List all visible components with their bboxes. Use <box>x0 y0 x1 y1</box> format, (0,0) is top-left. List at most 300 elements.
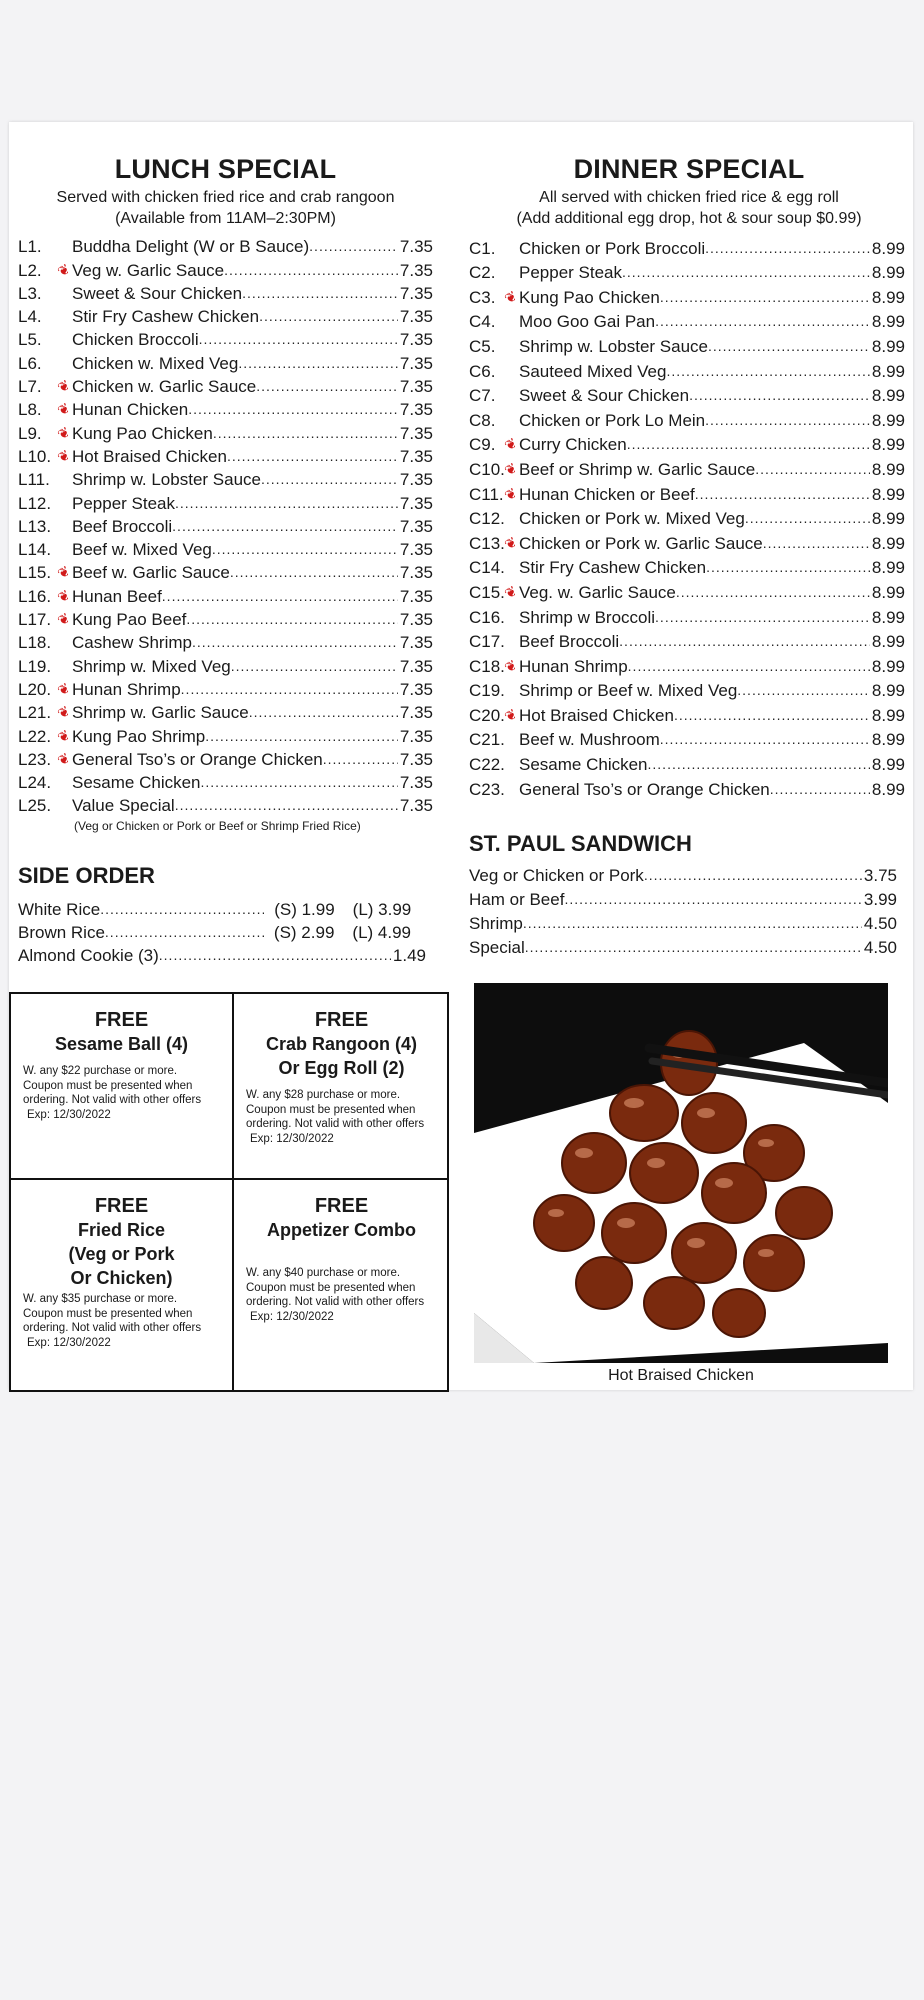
item-name: Chicken or Pork w. Garlic Sauce <box>519 533 763 553</box>
menu-item <box>18 794 433 817</box>
lunch-hours: (Available from 11AM–2:30PM) <box>115 210 336 227</box>
item-price: 8.99 <box>871 238 905 258</box>
item-name: Beef or Shrimp w. Garlic Sauce <box>519 459 756 479</box>
item-price: 7.35 <box>399 516 433 536</box>
menu-item <box>18 375 433 398</box>
coupon-grid <box>9 992 449 1392</box>
item-name: Kung Pao Chicken <box>519 287 660 307</box>
item-price: 7.35 <box>399 237 433 257</box>
dot-leader <box>172 515 398 538</box>
pepper-icon: ❦ <box>501 459 520 479</box>
menu-item <box>469 555 905 580</box>
item-code: L9. <box>18 423 42 443</box>
item-price: 8.99 <box>871 558 905 578</box>
item-code: C6. <box>469 361 496 381</box>
item-code: L25. <box>18 796 52 816</box>
item-code: C17. <box>469 632 505 652</box>
menu-item <box>469 235 905 260</box>
dot-leader <box>737 679 870 702</box>
item-code: C19. <box>469 681 505 701</box>
item-code: L24. <box>18 773 52 793</box>
item-price: 8.99 <box>871 410 905 430</box>
item-name: Buddha Delight (W or B Sauce) <box>72 237 310 257</box>
item-name: Beef w. Mushroom <box>519 730 660 750</box>
item-price: 8.99 <box>871 312 905 332</box>
menu-item <box>18 654 433 677</box>
item-code: C12. <box>469 509 505 529</box>
dot-leader <box>227 445 398 468</box>
menu-item <box>469 407 905 432</box>
menu-item <box>469 456 905 481</box>
dot-leader <box>231 655 398 678</box>
menu-item <box>18 351 433 374</box>
lunch-menu-list <box>18 235 433 817</box>
item-price: 8.99 <box>871 484 905 504</box>
item-name: Stir Fry Cashew Chicken <box>519 558 707 578</box>
item-code: L22. <box>18 726 52 746</box>
item-code: C16. <box>469 607 505 627</box>
dinner-soup-note: (Add additional egg drop, hot & sour soup $0.99) <box>516 210 862 227</box>
coupon-fried-rice[interactable]: FREE Fried Rice (Veg or Pork Or Chicken) W. any $35 purchase or more. Coupon must be presented when ordering. Not valid with other offers Exp: 12/30/2022 <box>11 1180 232 1390</box>
menu-item <box>18 631 433 654</box>
item-code: L21. <box>18 703 52 723</box>
item-price: 4.50 <box>863 937 897 957</box>
menu-item <box>469 506 905 531</box>
item-code: L23. <box>18 749 52 769</box>
item-name: Shrimp or Beef w. Mixed Veg <box>519 681 738 701</box>
dot-leader <box>188 398 398 421</box>
item-price: 8.99 <box>871 755 905 775</box>
item-name: Veg or Chicken or Pork <box>469 865 644 885</box>
dot-leader <box>763 532 870 555</box>
pepper-icon: ❦ <box>54 446 73 466</box>
item-name: Hunan Beef <box>72 586 162 606</box>
item-name: Hunan Chicken or Beef <box>519 484 695 504</box>
item-price: 8.99 <box>871 607 905 627</box>
menu-item <box>469 702 905 727</box>
item-code: L20. <box>18 679 52 699</box>
item-code: L15. <box>18 563 52 583</box>
dot-leader <box>660 286 870 309</box>
menu-item <box>18 561 433 584</box>
dot-leader <box>249 701 398 724</box>
item-code: C5. <box>469 336 496 356</box>
pepper-icon: ❦ <box>501 705 520 725</box>
dot-leader <box>181 678 398 701</box>
item-name: Beef Broccoli <box>72 516 173 536</box>
item-price: 7.35 <box>399 470 433 490</box>
dot-leader <box>242 282 398 305</box>
item-name: Shrimp w. Garlic Sauce <box>72 703 249 723</box>
menu-item <box>469 432 905 457</box>
item-name: Chicken or Pork w. Mixed Veg <box>519 509 745 529</box>
dot-leader <box>627 433 870 456</box>
item-code: L10. <box>18 446 52 466</box>
dot-leader <box>212 538 398 561</box>
item-code: C7. <box>469 386 496 406</box>
pepper-icon: ❦ <box>54 702 73 723</box>
item-name: Value Special <box>72 796 175 816</box>
right-column <box>469 122 909 959</box>
item-price: 7.35 <box>399 540 433 560</box>
coupon-expiry: Exp: 12/30/2022 <box>27 1336 111 1349</box>
item-price: 7.35 <box>399 773 433 793</box>
item-price: 4.50 <box>863 913 897 933</box>
item-price: 7.35 <box>399 749 433 769</box>
item-code: C21. <box>469 730 505 750</box>
coupon-sesame-ball[interactable]: FREE Sesame Ball (4) W. any $22 purchase or more. Coupon must be presented when ordering. Not valid with other offers Exp: 12/30/2022 <box>11 994 232 1178</box>
item-price: 8.99 <box>871 287 905 307</box>
dot-leader <box>259 305 398 328</box>
dot-leader <box>523 912 862 935</box>
pepper-icon: ❦ <box>54 749 73 769</box>
item-name: Hot Braised Chicken <box>72 446 227 466</box>
dot-leader <box>323 748 398 771</box>
item-price: 7.35 <box>399 563 433 583</box>
item-code: L13. <box>18 516 52 536</box>
menu-item <box>18 491 433 514</box>
menu-item <box>469 604 905 629</box>
coupon-expiry: Exp: 12/30/2022 <box>250 1310 334 1323</box>
menu-item <box>469 678 905 703</box>
item-price: 8.99 <box>871 361 905 381</box>
pepper-icon: ❦ <box>54 609 73 629</box>
menu-item <box>469 935 897 959</box>
item-code: C15. <box>469 582 505 602</box>
item-price: 8.99 <box>871 459 905 479</box>
item-code: L14. <box>18 540 52 560</box>
item-name: Kung Pao Shrimp <box>72 726 206 746</box>
menu-item <box>18 421 433 444</box>
menu-item <box>469 863 897 887</box>
menu-item <box>469 333 905 358</box>
sandwich-title: ST. PAUL SANDWICH <box>469 830 692 856</box>
item-code: C13. <box>469 533 505 553</box>
dot-leader <box>256 375 398 398</box>
lunch-title: LUNCH SPECIAL <box>114 154 337 184</box>
item-name: Sesame Chicken <box>519 755 648 775</box>
item-code: L6. <box>18 353 42 373</box>
item-name: Pepper Steak <box>519 263 623 283</box>
dot-leader <box>224 259 398 282</box>
coupon-terms: W. any $35 purchase or more. Coupon must be presented when ordering. Not valid with other offers <box>23 1293 202 1334</box>
dot-leader <box>213 422 398 445</box>
item-name: Chicken w. Mixed Veg <box>72 353 239 373</box>
dot-leader <box>695 483 870 506</box>
menu-item <box>18 515 433 538</box>
menu-item <box>18 282 433 305</box>
item-price: 8.99 <box>871 656 905 676</box>
item-name: Shrimp <box>469 913 523 933</box>
item-code: L12. <box>18 493 52 513</box>
dot-leader <box>628 655 870 678</box>
lunch-subtitle: Served with chicken fried rice and crab rangoon <box>56 189 395 206</box>
menu-item <box>18 748 433 771</box>
item-name: Chicken Broccoli <box>72 330 199 350</box>
item-code: C2. <box>469 263 496 283</box>
item-name: Chicken or Pork Lo Mein <box>519 410 706 430</box>
item-name: Special <box>469 937 525 957</box>
item-name: Kung Pao Beef <box>72 610 187 630</box>
dinner-menu-list <box>469 235 905 801</box>
item-name: Shrimp w. Lobster Sauce <box>72 470 261 490</box>
item-name: Ham or Beef <box>469 889 565 909</box>
menu-item <box>18 724 433 747</box>
coupon-terms: W. any $22 purchase or more. Coupon must be presented when ordering. Not valid with other offers <box>23 1065 202 1106</box>
item-code: C14. <box>469 558 505 578</box>
menu-item <box>469 653 905 678</box>
coupon-terms: W. any $28 purchase or more. Coupon must be presented when ordering. Not valid with other offers <box>246 1089 425 1130</box>
item-price: 7.35 <box>399 656 433 676</box>
menu-item <box>469 284 905 309</box>
item-name: Hunan Chicken <box>72 400 189 420</box>
pepper-icon: ❦ <box>501 483 520 504</box>
coupon-appetizer-combo[interactable]: FREE Appetizer Combo W. any $40 purchase or more. Coupon must be presented when ordering. Not valid with other offers Exp: 12/30/2022 <box>234 1180 449 1390</box>
item-price: 3.75 <box>863 865 897 885</box>
item-price: 7.35 <box>399 330 433 350</box>
pepper-icon: ❦ <box>501 532 520 553</box>
dot-leader <box>238 352 398 375</box>
coupon-crab-rangoon[interactable]: FREE Crab Rangoon (4) Or Egg Roll (2) W. any $28 purchase or more. Coupon must be presented when ordering. Not valid with other offers Exp: 12/30/2022 <box>234 994 449 1178</box>
item-code: C10. <box>469 459 505 479</box>
dot-leader <box>666 360 869 383</box>
item-code: C9. <box>469 435 496 455</box>
item-price: 8.99 <box>871 582 905 602</box>
item-price: 7.35 <box>399 679 433 699</box>
dot-leader <box>175 794 398 817</box>
item-code: L8. <box>18 400 42 420</box>
item-name: Chicken or Pork Broccoli <box>519 238 706 258</box>
dot-leader <box>230 561 398 584</box>
menu-item <box>469 260 905 285</box>
dot-leader <box>705 237 870 260</box>
dot-leader <box>770 778 870 801</box>
item-code: C20. <box>469 705 505 725</box>
item-price: 7.35 <box>399 703 433 723</box>
item-name: Beef w. Mixed Veg <box>72 540 212 560</box>
dot-leader <box>201 771 398 794</box>
dot-leader <box>655 606 870 629</box>
pepper-icon: ❦ <box>54 259 73 280</box>
dot-leader <box>706 556 870 579</box>
item-code: L17. <box>18 610 52 630</box>
item-name: Hunan Shrimp <box>519 656 628 676</box>
item-price: 8.99 <box>871 632 905 652</box>
menu-item <box>18 701 433 724</box>
dot-leader <box>564 888 861 911</box>
dot-leader <box>708 335 870 358</box>
item-code: L5. <box>18 330 42 350</box>
menu-item <box>18 608 433 631</box>
coupon-expiry: Exp: 12/30/2022 <box>250 1132 334 1145</box>
menu-item <box>469 358 905 383</box>
item-price: 8.99 <box>871 533 905 553</box>
side-order-title: SIDE ORDER <box>18 863 155 889</box>
item-code: C1. <box>469 238 496 258</box>
item-price: 7.35 <box>399 377 433 397</box>
pepper-icon: ❦ <box>54 376 73 397</box>
item-code: C8. <box>469 410 496 430</box>
item-price: 7.35 <box>399 796 433 816</box>
item-name: Veg. w. Garlic Sauce <box>519 582 676 602</box>
menu-item <box>18 305 433 328</box>
item-name: Shrimp w. Mixed Veg <box>72 656 231 676</box>
item-price: 7.35 <box>399 493 433 513</box>
item-code: C23. <box>469 779 505 799</box>
item-price: 8.99 <box>871 386 905 406</box>
item-name: Sweet & Sour Chicken <box>519 386 690 406</box>
item-price: 7.35 <box>399 633 433 653</box>
item-price: 7.35 <box>399 423 433 443</box>
menu-item <box>469 383 905 408</box>
item-price: 8.99 <box>871 509 905 529</box>
item-price: 3.99 <box>863 889 897 909</box>
item-code: C18. <box>469 656 505 676</box>
dot-leader <box>755 458 870 481</box>
item-price: 7.35 <box>399 260 433 280</box>
menu-item <box>469 911 897 935</box>
dot-leader <box>644 864 862 887</box>
menu-item <box>469 776 905 801</box>
dot-leader <box>309 235 398 258</box>
item-code: L4. <box>18 307 42 327</box>
dot-leader <box>676 581 870 604</box>
dot-leader <box>192 631 398 654</box>
menu-item <box>469 751 905 776</box>
sandwich-list <box>469 863 897 959</box>
item-price: 7.35 <box>399 283 433 303</box>
side-item: Almond Cookie (3) ..... 1.49 <box>18 944 426 967</box>
pepper-icon: ❦ <box>54 679 73 699</box>
item-name: Stir Fry Cashew Chicken <box>72 307 260 327</box>
pepper-icon: ❦ <box>54 399 73 420</box>
side-order-list <box>18 897 426 967</box>
menu-item <box>469 579 905 604</box>
dot-leader <box>525 936 862 959</box>
item-name: Sweet & Sour Chicken <box>72 283 243 303</box>
item-code: L1. <box>18 237 42 257</box>
item-price: 8.99 <box>871 705 905 725</box>
dot-leader <box>655 310 870 333</box>
item-price: 7.35 <box>399 586 433 606</box>
dot-leader <box>622 261 870 284</box>
value-special-note: (Veg or Chicken or Pork or Beef or Shrimp Fried Rice) <box>74 819 361 834</box>
dot-leader <box>745 507 870 530</box>
item-code: L11. <box>18 470 50 490</box>
item-code: L18. <box>18 633 52 653</box>
item-price: 8.99 <box>871 681 905 701</box>
side-item: White Rice ..... (S) 1.99 (L) 3.99 <box>18 897 426 920</box>
item-code: C4. <box>469 312 496 332</box>
menu-item <box>18 538 433 561</box>
item-code: L7. <box>18 377 42 397</box>
item-name: Beef Broccoli <box>519 632 620 652</box>
item-name: Sesame Chicken <box>72 773 201 793</box>
item-name: Beef w. Garlic Sauce <box>72 563 230 583</box>
menu-item <box>18 398 433 421</box>
pepper-icon: ❦ <box>501 582 520 602</box>
menu-item <box>18 771 433 794</box>
item-price: 8.99 <box>871 336 905 356</box>
left-column <box>18 122 433 967</box>
item-name: General Tso’s or Orange Chicken <box>519 779 770 799</box>
dot-leader <box>674 704 870 727</box>
item-name: Shrimp w. Lobster Sauce <box>519 336 708 356</box>
item-code: C11. <box>469 484 504 504</box>
coupon-expiry: Exp: 12/30/2022 <box>27 1108 111 1121</box>
item-name: General Tso’s or Orange Chicken <box>72 749 323 769</box>
item-price: 7.35 <box>399 610 433 630</box>
item-name: Sauteed Mixed Veg <box>519 361 667 381</box>
dot-leader <box>162 585 398 608</box>
menu-item <box>18 328 433 351</box>
item-name: Veg w. Garlic Sauce <box>72 260 225 280</box>
menu-page <box>9 122 913 1390</box>
item-code: L3. <box>18 283 42 303</box>
item-price: 7.35 <box>399 307 433 327</box>
menu-item <box>18 235 433 258</box>
menu-item <box>469 481 905 506</box>
food-photo <box>474 983 888 1363</box>
pepper-icon: ❦ <box>54 725 73 746</box>
menu-item <box>469 309 905 334</box>
item-price: 8.99 <box>871 730 905 750</box>
side-item: Brown Rice ..... (S) 2.99 (L) 4.99 <box>18 921 426 944</box>
photo-caption: Hot Braised Chicken <box>608 1367 754 1384</box>
menu-item <box>469 887 897 911</box>
item-price: 7.35 <box>399 353 433 373</box>
menu-item <box>469 629 905 654</box>
menu-item <box>469 727 905 752</box>
item-code: L2. <box>18 260 42 280</box>
pepper-icon: ❦ <box>501 655 520 676</box>
dinner-subtitle: All served with chicken fried rice & egg roll <box>539 189 839 206</box>
dot-leader <box>175 492 398 515</box>
dot-leader <box>648 753 870 776</box>
dot-leader <box>705 409 870 432</box>
item-name: Hot Braised Chicken <box>519 705 674 725</box>
pepper-icon: ❦ <box>54 562 73 583</box>
item-name: Curry Chicken <box>519 435 627 455</box>
dot-leader <box>660 728 870 751</box>
pepper-icon: ❦ <box>54 585 73 606</box>
dinner-title: DINNER SPECIAL <box>573 154 805 184</box>
item-code: C3. <box>469 287 496 307</box>
item-code: C22. <box>469 755 505 775</box>
dot-leader <box>261 468 398 491</box>
item-price: 7.35 <box>399 446 433 466</box>
dot-leader <box>199 328 398 351</box>
menu-item <box>469 530 905 555</box>
menu-item <box>18 258 433 281</box>
item-name: Cashew Shrimp <box>72 633 192 653</box>
item-name: Hunan Shrimp <box>72 679 181 699</box>
menu-item <box>18 468 433 491</box>
menu-item <box>18 445 433 468</box>
item-name: Chicken w. Garlic Sauce <box>72 377 257 397</box>
pepper-icon: ❦ <box>54 422 73 443</box>
menu-item <box>18 584 433 607</box>
item-price: 7.35 <box>399 726 433 746</box>
item-name: Moo Goo Gai Pan <box>519 312 656 332</box>
hot-braised-chicken-illustration <box>474 983 888 1363</box>
item-name: Kung Pao Chicken <box>72 423 213 443</box>
dot-leader <box>689 384 870 407</box>
item-name: Shrimp w Broccoli <box>519 607 656 627</box>
dot-leader <box>619 630 870 653</box>
item-price: 8.99 <box>871 779 905 799</box>
dot-leader <box>205 725 398 748</box>
